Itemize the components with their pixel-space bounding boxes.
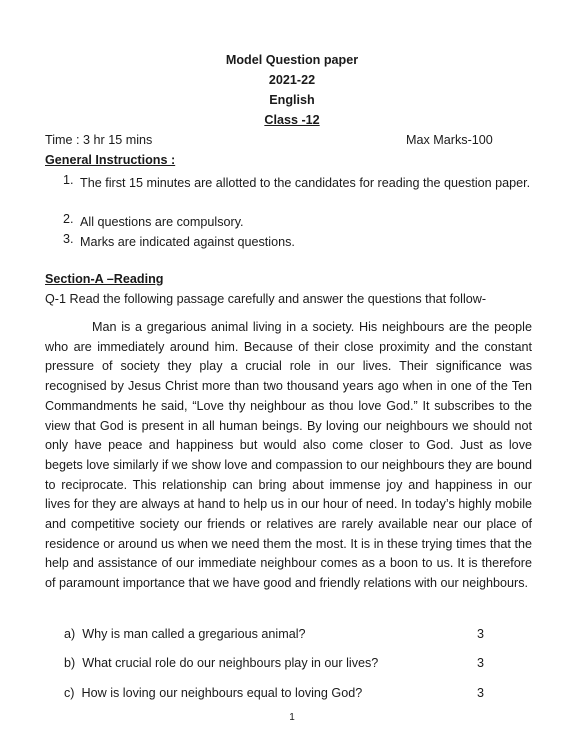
max-marks: Max Marks-100 [406, 133, 493, 147]
section-heading: Section-A –Reading [45, 272, 164, 286]
question-text: Why is man called a gregarious animal? [82, 627, 306, 641]
question-marks: 3 [477, 627, 485, 641]
question-label: a) [64, 627, 76, 641]
instruction-text: Marks are indicated against questions. [80, 235, 295, 249]
question-marks: 3 [477, 656, 485, 670]
time-allowed: Time : 3 hr 15 mins [45, 133, 153, 147]
question-text: How is loving our neighbours equal to loving God? [81, 686, 363, 700]
paper-class [4, 113, 576, 127]
question-item [64, 656, 378, 670]
instruction-number: 2. [63, 212, 74, 226]
paper-title: Model Question paper [225, 53, 359, 67]
question-label: c) [64, 686, 75, 700]
instruction-number: 3. [63, 232, 74, 246]
reading-passage: Man is a gregarious animal living in a society. His neighbours are the people who are immediately around him. Because of their close proximity and the constant pressure of society they play a crucial role in our lives. Their significance was recognised by Jesus Christ more than two thousand years ago when in one of the Ten Commandments he said, “Love thy neighbour as thou love God.” It subscribes to the view that God is present in all human beings. By loving our neighbours we should not only have peace and happiness but would also come closer to God. Just as love begets love similarly if we show love and compassion to our neighbours they are bound to reciprocate. This relationship can bring about immense joy and happiness in our lives for they are always at hand to help us in our hour of need. In today’s highly mobile and competitive society our friends or relatives are rarely available near our place of residence or around us when we need them the most. It is in these trying times that the help and assistance of our immediate neighbour comes as a boon to us. It is therefore of paramount importance that we have good and friendly relations with our neighbours. [45, 320, 532, 591]
instruction-text: All questions are compulsory. [80, 215, 244, 229]
question-marks: 3 [477, 686, 485, 700]
page-number: 1 [289, 712, 295, 723]
instruction-number: 1. [63, 173, 74, 187]
question-label: b) [64, 656, 76, 670]
instruction-text: The first 15 minutes are allotted to the candidates for reading the question paper. [80, 176, 531, 190]
paper-class-label: Class -12 [264, 113, 320, 127]
paper-year: 2021-22 [268, 73, 316, 87]
instructions-heading: General Instructions : [45, 153, 176, 167]
question-intro: Q-1 Read the following passage carefully and answer the questions that follow- [45, 292, 487, 306]
question-text: What crucial role do our neighbours play in our lives? [82, 656, 379, 670]
question-item [64, 627, 306, 641]
question-item [64, 686, 362, 700]
paper-subject: English [269, 93, 315, 107]
